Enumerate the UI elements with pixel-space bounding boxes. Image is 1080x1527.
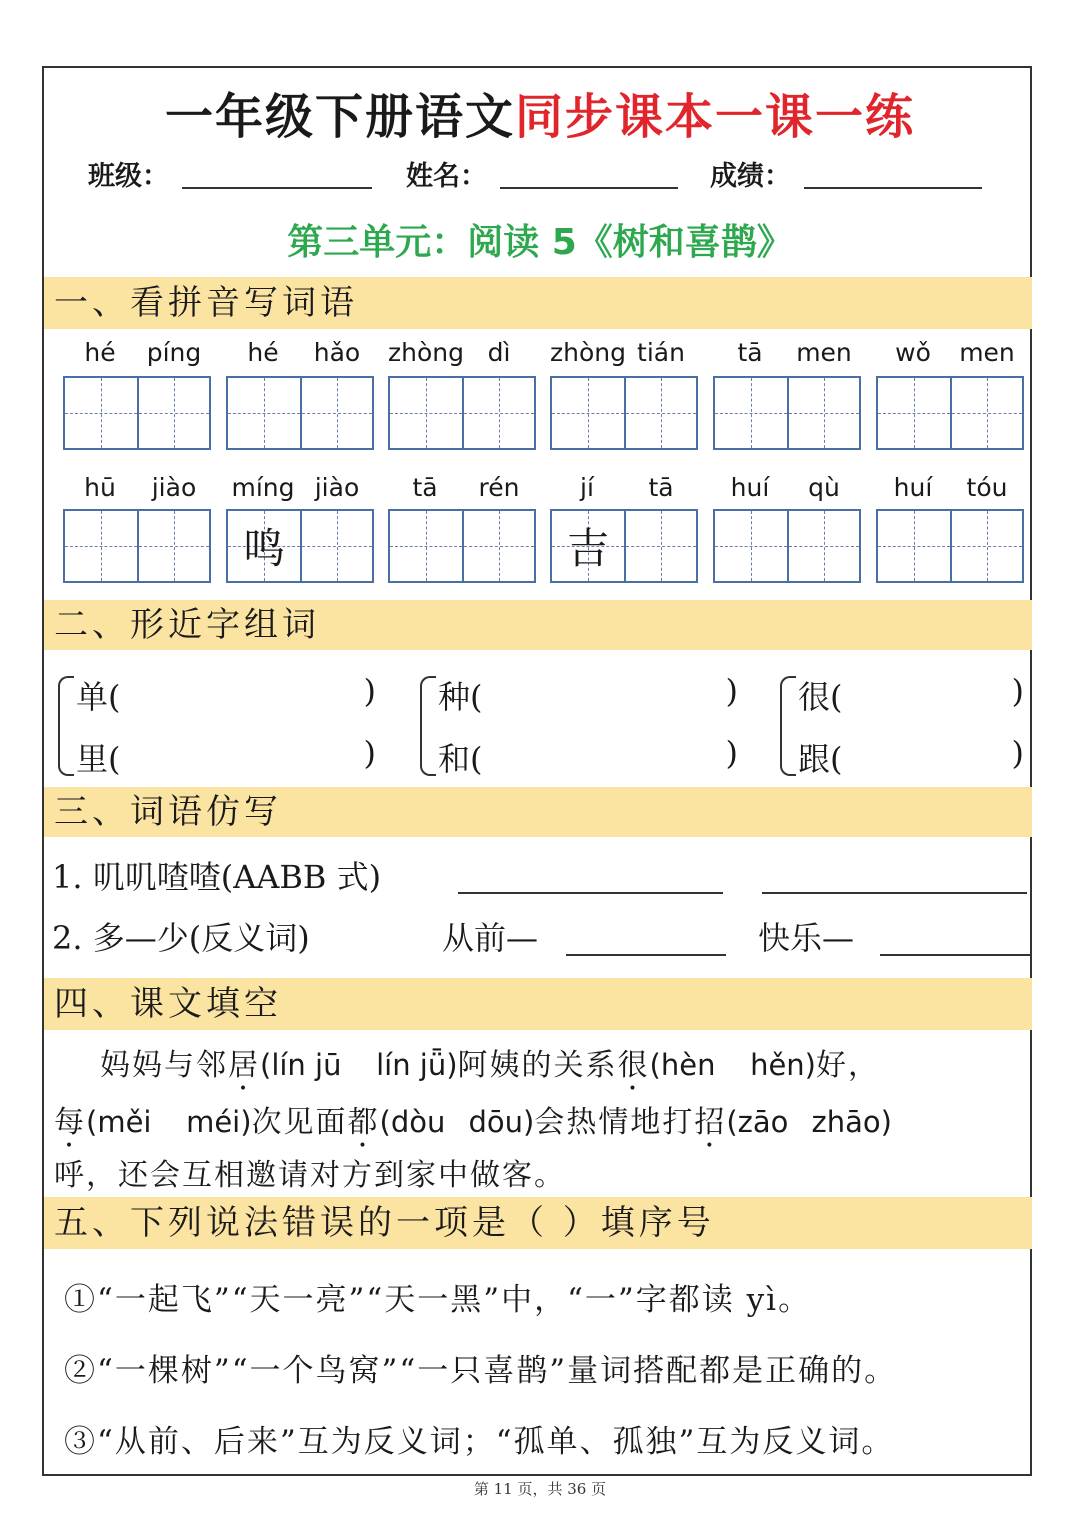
pair-row[interactable]: 跟( ) [798,734,1024,778]
name-label: 姓名： [406,161,487,192]
writing-cell[interactable] [787,511,859,581]
writing-box[interactable] [226,509,374,583]
score-label: 成绩： [710,161,791,192]
pair-row[interactable]: 和( ) [438,734,738,778]
pair-row[interactable]: 里( ) [76,734,376,778]
pinyin-label: míng jiào [231,473,360,502]
choice-item-3: ③“从前、后来”互为反义词；“孤单、孤独”互为反义词。 [64,1424,895,1460]
writing-cell[interactable] [950,378,1022,448]
writing-cell[interactable] [137,378,209,448]
choice-item-1: ①“一起飞”“天一亮”“天一黑”中，“一”字都读 yì。 [64,1282,812,1318]
pinyin-label: wǒ men [895,338,1015,367]
class-label: 班级： [88,161,169,192]
writing-cell[interactable] [552,378,624,448]
writing-box[interactable] [226,376,374,450]
writing-box[interactable] [388,376,536,450]
writing-cell[interactable] [878,511,950,581]
writing-cell[interactable] [137,511,209,581]
writing-cell[interactable] [390,511,462,581]
char-pair-3 [780,672,1024,782]
writing-cell[interactable] [300,378,372,448]
unit-title: 第三单元：阅读 5《树和喜鹊》 [287,222,793,263]
pinyin-label: zhòng tián [550,338,685,367]
answer-line[interactable] [566,954,726,956]
writing-box[interactable] [713,509,861,583]
brace [420,676,436,776]
pinyin-label: huí qù [730,473,840,502]
score-field[interactable] [804,187,982,189]
pinyin-label: hé hǎo [247,338,361,367]
pair-row[interactable]: 种( ) [438,672,738,716]
class-field[interactable] [182,187,372,189]
section3-heading: 三、词语仿写 [44,787,1032,837]
section1-heading: 一、看拼音写词语 [44,277,1032,329]
imitation-item-2: 2. 多—少(反义词) [52,919,310,957]
section2-heading: 二、形近字组词 [44,600,1032,650]
writing-box[interactable] [388,509,536,583]
writing-cell[interactable] [715,378,787,448]
char-pair-1 [58,672,378,782]
page-footer: 第 11 页，共 36 页 [473,1480,607,1498]
passage-line-1: 妈妈与邻居(lín jū lín jǖ)阿姨的关系很(hèn hěn)好， [100,1048,880,1083]
pinyin-label: jí tā [580,473,674,502]
passage-line-3: 呼，还会互相邀请对方到家中做客。 [54,1158,566,1193]
writing-cell[interactable] [950,511,1022,581]
pair-row[interactable]: 单( ) [76,672,376,716]
writing-cell[interactable] [624,378,696,448]
pinyin-label: zhòng dì [388,338,511,367]
writing-cell[interactable] [787,378,859,448]
section5-heading: 五、下列说法错误的一项是（ ）填序号 [44,1197,1032,1249]
pinyin-label: tā men [737,338,852,367]
writing-cell[interactable]: 鸣 [228,511,300,581]
writing-cell[interactable] [65,378,137,448]
writing-box[interactable] [713,376,861,450]
writing-cell[interactable] [462,511,534,581]
writing-box[interactable] [63,376,211,450]
writing-cell[interactable] [715,511,787,581]
writing-cell[interactable] [390,378,462,448]
choice-item-2: ②“一棵树”“一个鸟窝”“一只喜鹊”量词搭配都是正确的。 [64,1353,898,1389]
writing-box[interactable] [876,376,1024,450]
pinyin-label: tā rén [412,473,520,502]
page-title [0,78,1080,147]
writing-cell[interactable] [878,378,950,448]
writing-box[interactable] [63,509,211,583]
writing-box[interactable] [550,509,698,583]
name-field[interactable] [500,187,678,189]
answer-line[interactable] [880,954,1030,956]
antonym-prompt-2: 快乐— [758,919,855,957]
answer-line[interactable] [458,892,723,894]
pinyin-label: huí tóu [893,473,1008,502]
char-pair-2 [420,672,740,782]
imitation-item-1: 1. 叽叽喳喳(AABB 式) [52,858,382,896]
student-info-row [88,154,988,194]
writing-cell[interactable] [300,511,372,581]
antonym-prompt-1: 从前— [442,919,539,957]
title-red: 同步课本一课一练 [515,89,916,145]
title-black: 一年级下册语文 [164,89,515,145]
pinyin-label: hé píng [84,338,202,367]
writing-box[interactable] [550,376,698,450]
section4-heading: 四、课文填空 [44,978,1032,1030]
writing-box[interactable] [876,509,1024,583]
pair-row[interactable]: 很( ) [798,672,1024,716]
answer-line[interactable] [762,892,1027,894]
writing-cell[interactable] [624,511,696,581]
writing-cell[interactable] [228,378,300,448]
brace [780,676,796,776]
brace [58,676,74,776]
writing-cell[interactable] [65,511,137,581]
writing-cell[interactable] [462,378,534,448]
writing-cell[interactable]: 吉 [552,511,624,581]
passage-line-2: 每(měi méi)次见面都(dòu dōu)会热情地打招(zāo zhāo) [54,1105,892,1140]
pinyin-label: hū jiào [84,473,197,502]
